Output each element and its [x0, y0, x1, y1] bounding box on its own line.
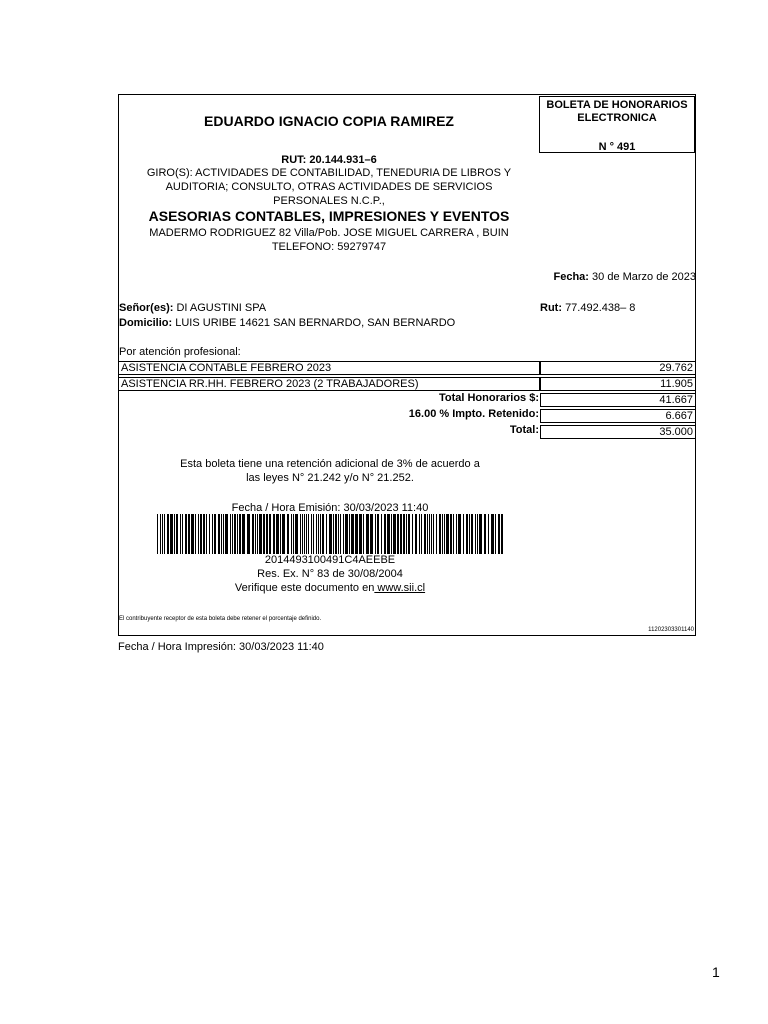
verify-line	[130, 582, 530, 594]
receptor-rut-label: Rut:	[540, 302, 562, 314]
total-value: 35.000	[540, 425, 696, 439]
retention-note-line2: las leyes N° 21.242 y/o N° 21.252.	[246, 472, 414, 484]
service-item-desc: ASISTENCIA CONTABLE FEBRERO 2023	[118, 361, 540, 375]
retention-value: 6.667	[540, 409, 696, 423]
emission-datetime: Fecha / Hora Emisión: 30/03/2023 11:40	[231, 502, 429, 514]
emisor-name: EDUARDO IGNACIO COPIA RAMIREZ	[204, 113, 454, 129]
boleta-header-box	[539, 96, 695, 153]
footer-code: 11202303301140	[648, 627, 694, 633]
retention-note-line1: Esta boleta tiene una retención adicional de 3% de acuerdo a	[180, 458, 480, 470]
total-label: Total:	[509, 424, 539, 436]
receptor-rut-value: 77.492.438– 8	[565, 302, 636, 314]
issue-date-label: Fecha:	[553, 271, 589, 283]
emisor-business-name: ASESORIAS CONTABLES, IMPRESIONES Y EVENTOS	[148, 208, 510, 224]
service-item-amount: 11.905	[540, 377, 696, 391]
retention-label: 16.00 % Impto. Retenido:	[408, 408, 539, 420]
page-number: 1	[712, 964, 720, 980]
service-item-amount: 29.762	[540, 361, 696, 375]
receptor-address	[119, 317, 455, 329]
boleta-title-line1: BOLETA DE HONORARIOS	[546, 99, 688, 111]
giro-line2: AUDITORIA; CONSULTO, OTRAS ACTIVIDADES DE SERVICIOS	[165, 181, 493, 193]
emisor-phone: TELEFONO: 59279747	[271, 241, 387, 253]
total-honorarios-value: 41.667	[540, 393, 696, 407]
receptor-name	[119, 302, 266, 314]
footer-note: El contribuyente receptor de esta boleta debe retener el porcentaje definido.	[119, 616, 322, 622]
receptor-rut	[540, 302, 635, 314]
receptor-name-label: Señor(es):	[119, 302, 174, 314]
barcode	[157, 514, 503, 554]
boleta-number: N ° 491	[598, 141, 636, 153]
service-item-desc: ASISTENCIA RR.HH. FEBRERO 2023 (2 TRABAJADORES)	[118, 377, 540, 391]
total-honorarios-label: Total Honorarios $:	[438, 392, 539, 404]
issue-date	[400, 271, 696, 283]
giro-line1: GIRO(S): ACTIVIDADES DE CONTABILIDAD, TENEDURIA DE LIBROS Y	[146, 167, 512, 179]
print-datetime: Fecha / Hora Impresión: 30/03/2023 11:40	[118, 641, 324, 653]
services-header: Por atención profesional:	[119, 346, 241, 358]
giro-line3: PERSONALES N.C.P.,	[273, 195, 385, 207]
verify-text: Verifique este documento en	[234, 582, 375, 594]
barcode-code: 2014493100491C4AEEBE	[264, 554, 396, 566]
issue-date-value: 30 de Marzo de 2023	[592, 271, 696, 283]
resolution: Res. Ex. N° 83 de 30/08/2004	[257, 568, 403, 580]
emisor-address: MADERMO RODRIGUEZ 82 Villa/Pob. JOSE MIGUEL CARRERA , BUIN	[149, 227, 509, 239]
sii-link[interactable]: www.sii.cl	[374, 582, 426, 594]
receptor-address-value: LUIS URIBE 14621 SAN BERNARDO, SAN BERNARDO	[175, 317, 456, 329]
receptor-name-value: DI AGUSTINI SPA	[176, 302, 267, 314]
receptor-address-label: Domicilio:	[119, 317, 173, 329]
emisor-giro	[118, 166, 540, 208]
emisor-rut: RUT: 20.144.931–6	[281, 154, 377, 166]
boleta-title-line2: ELECTRONICA	[577, 112, 657, 124]
